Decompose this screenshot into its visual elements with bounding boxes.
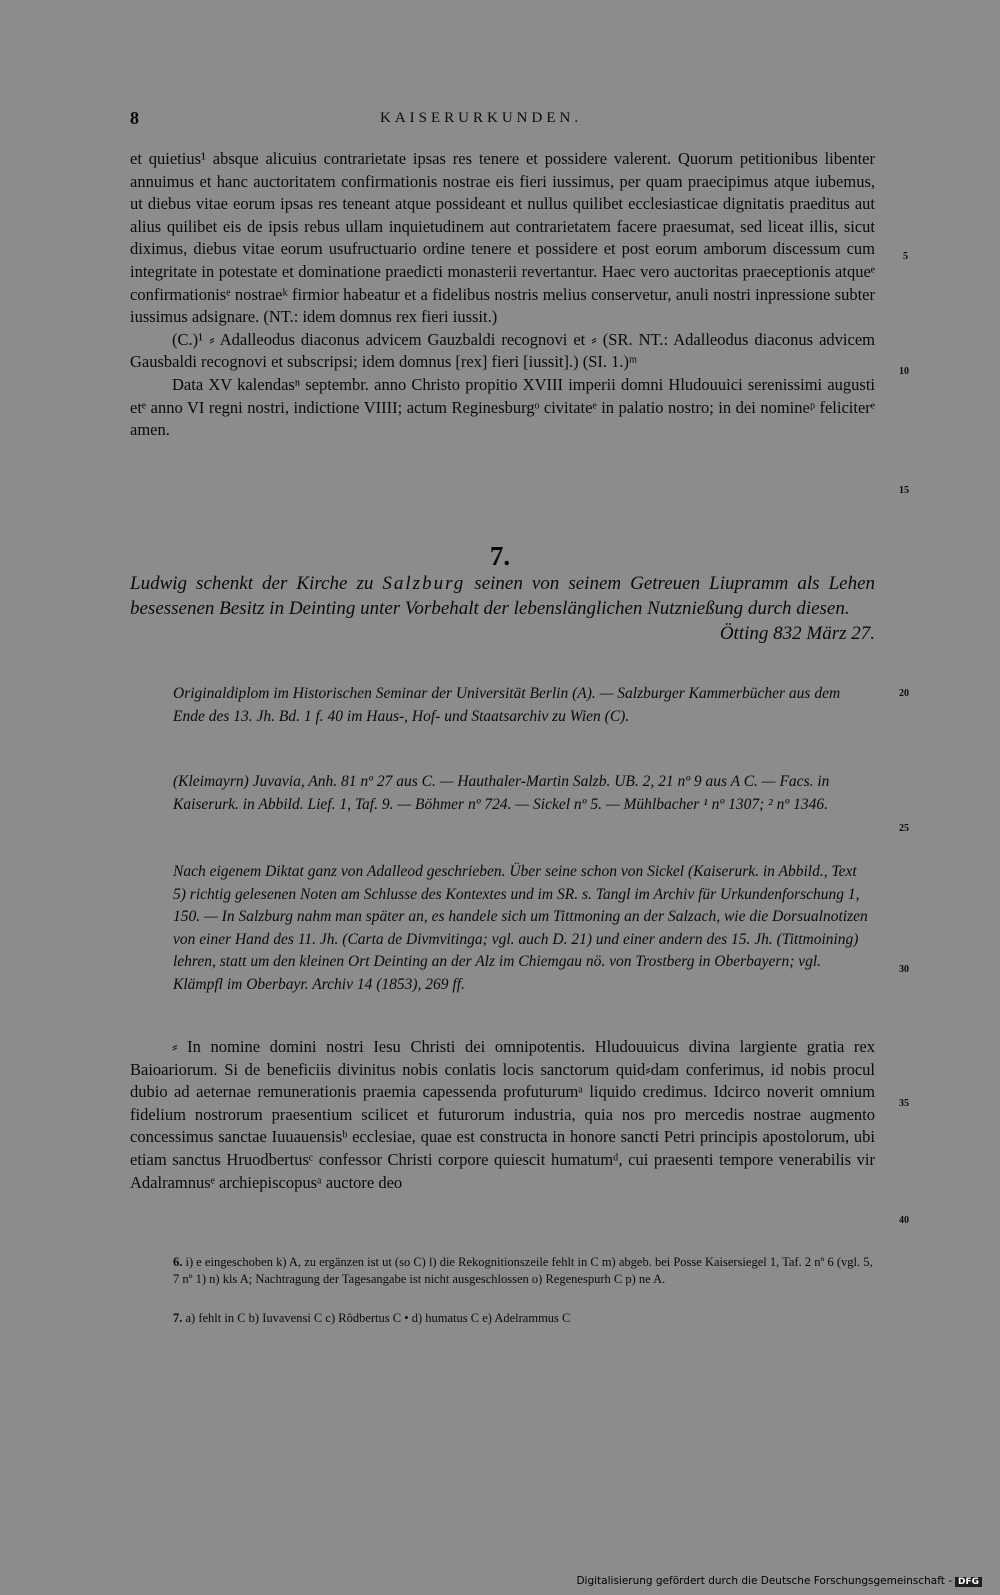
regest (130, 571, 875, 646)
document-number: 7. (489, 541, 511, 571)
footnote-label: 6. (173, 1255, 183, 1269)
paragraph: ⸗ In nomine domini nostri Iesu Christi dei omnipotentis. Hludouuicus divina largiente gratia rex Baioariorum. Si de beneficiis divinitus nobis conlatis locis sanctorum quid⸗dam conferimus, id nobis procul dubio ad aeternae remunerationis praemia capessenda profuturumᵃ liquido credimus. Idcirco noverit omnium fidelium nostrorum praesentium scilicet et futurorum industria, quia nos pro mercedis nostrae augmento concessimus sanctae Iuuauensisᵇ ecclesiae, quae est constructa in honore sancti Petri principis apostolorum, ubi etiam sanctus Hruodbertusᶜ confessor Christi corpore quiescit humatumᵈ, cui praesenti tempore venerabilis vir Adalramnusᵉ archiepiscopusᵃ auctore deo (130, 1037, 875, 1192)
document-text (130, 1036, 875, 1194)
literature-note: (Kleimayrn) Juvavia, Anh. 81 nº 27 aus C. — Hauthaler-Martin Salzb. UB. 2, 21 nº 9 aus A C. — Facs. in Kaiserurk. in Abbild. Lief. 1, Taf. 9. — Böhmer nº 724. — Sickel nº 5. — Mühlbacher ¹ nº 1307; ² nº 1346. (173, 773, 830, 813)
footnote-text: i) e eingeschoben k) A, zu ergänzen ist ut (so C) l) die Rekognitionszeile fehlt in C m) abgeb. bei Posse Kaisersiegel 1, Taf. 2 nº 6 (vgl. 5, 7 nº 1) n) kls A; Nachtragung der Tagesangabe ist nicht ausgeschlossen o) Regenespurh C p) ne A. (173, 1255, 873, 1286)
digitization-credit (576, 1575, 982, 1587)
footnotes-7 (173, 1310, 873, 1327)
page-number: 8 (130, 108, 139, 128)
dfg-logo-icon: DFG (955, 1577, 982, 1587)
paragraph: et quietius¹ absque alicuius contrarietate ipsas res tenere et possidere valerent. Quorum petitionibus libenter annuimus et hanc auctoritatem confirmationis nostrae eis fieri iussimus, per quam praecipimus atque iubemus, ut diebus vitae eorum ipsas res teneant atque possideant et nullus quilibet ecclesiasticae dignitatis praeditus aut alius quilibet eis de ipsis rebus ullam inquietudinem aut contrarietatem facere praesumat, sed liceat illis, sicut diximus, diebus vitae eorum usufructuario ordine tenere et possidere et post eorum amborum discessum cum integritate in potestate et dominatione praedicti monasterii revertantur. Haec vero auctoritas praeceptionis atqueᵉ confirmationisᵉ nostraeᵏ firmior habeatur et a fidelibus nostris melius conservetur, anuli nostri inpressione subter iussimus adsignare. (NT.: idem domnus rex fieri iussit.) (130, 149, 875, 327)
paragraph: (C.)¹ ⸗ Adalleodus diaconus advicem Gauzbaldi recognovi et ⸗ (SR. NT.: Adalleodus diaconus advicem Gausbaldi recognovi et subscripsi; idem domnus [rex] fieri [iussit].) (SI. 1.)ᵐ (130, 329, 875, 372)
commentary-note: Nach eigenem Diktat ganz von Adalleod geschrieben. Über seine schon von Sickel (Kaiserurk. in Abbild., Text 5) richtig gelesenen Noten am Schlusse des Kontextes und im SR. s. Tangl im Archiv für Urkundenforschung 1, 150. — In Salzburg nahm man später an, es handele sich um Tittmoning an der Salzach, wie die Dorsualnotizen von einer Hand des 11. Jh. (Carta de Divmvitinga; vgl. auch D. 21) und einer andern des 15. Jh. (Tittmoining) lehren, statt um den kleinen Ort Deinting an der Alz im Chiemgau nö. von Trostberg in Oberbayern; vgl. Klämpfl im Oberbayr. Archiv 14 (1853), 269 ff. (173, 863, 868, 993)
place-name: Salzburg (382, 573, 466, 594)
footnote-text: a) fehlt in C b) Iuvavensi C c) Rôdbertus C • d) humatus C e) Adelrammus C (185, 1311, 571, 1325)
line-number: 35 (899, 1098, 909, 1109)
line-number: 10 (899, 366, 909, 377)
footnote-label: 7. (173, 1311, 183, 1325)
line-number: 30 (899, 964, 909, 975)
date-place: Ötting 832 März 27. (719, 623, 875, 644)
regest-text: Ludwig schenkt der Kirche zu Salzburg seinen von seinem Getreuen Liupramm als Lehen besessenen Besitz in Deinting unter Vorbehalt der lebenslänglichen Nutznießung durch diesen. (130, 573, 876, 619)
line-number: 40 (899, 1215, 909, 1226)
paragraph: Data XV kalendasⁿ septembr. anno Christo propitio XVIII imperii domni Hludouuici serenissimi augusti etᵉ anno VI regni nostri, indictione VIIII; actum Reginesburgᵒ civitateᵉ in palatio nostro; in dei nomineᵖ feliciterᵉ amen. (130, 374, 875, 440)
footnotes-6 (173, 1254, 873, 1287)
line-number: 25 (899, 823, 909, 834)
line-number: 15 (899, 485, 909, 496)
preceding-text (130, 148, 875, 442)
tradition-note: Originaldiplom im Historischen Seminar der Universität Berlin (A). — Salzburger Kammerbücher aus dem Ende des 13. Jh. Bd. 1 f. 40 im Haus-, Hof- und Staatsarchiv zu Wien (C). (173, 685, 841, 725)
line-number: 20 (899, 688, 909, 699)
credit-text: Digitalisierung gefördert durch die Deutsche Forschungsgemeinschaft - (576, 1575, 952, 1587)
line-number: 5 (903, 251, 908, 262)
running-title: KAISERURKUNDEN. (380, 110, 583, 126)
